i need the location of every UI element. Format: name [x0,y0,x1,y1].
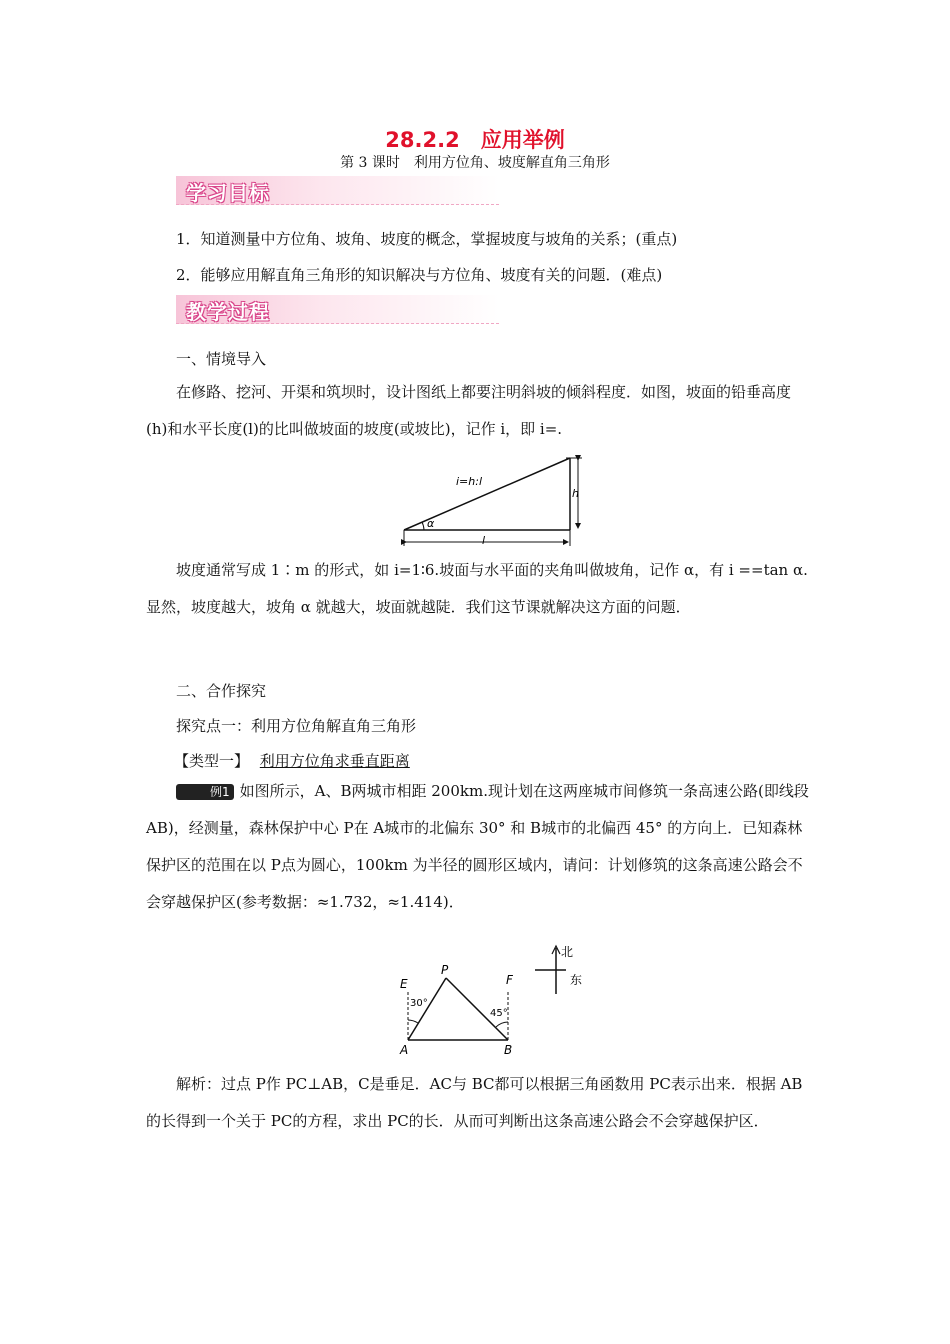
page-title: 28.2.2 应用举例 [385,128,565,152]
slope-paragraph [146,552,811,626]
goals-banner-label: 学习目标 [186,181,270,205]
intro-text: 在修路、挖河、开渠和筑坝时，设计图纸上都要注明斜坡的倾斜程度．如图，坡面的铅垂高度(h)和水平长度(l)的比叫做坡面的坡度(或坡比)，记作 i，即 i=. [146,383,792,438]
slope-formula: i=h:l [456,475,483,488]
direction-figure [396,940,596,1062]
slope-text: 坡度通常写成 1∶m 的形式，如 i=1∶6.坡面与水平面的夹角叫做坡角，记作 α，有 i ==tan α.显然，坡度越大，坡角 α 就越大，坡面就越陡．我们这节课就解决这方面的问题． [146,561,808,616]
intro-paragraph [146,374,811,448]
process-banner-label: 教学过程 [186,300,270,324]
part2-heading: 二、合作探究 [176,682,267,700]
goals-banner [176,176,499,205]
part1-heading: 一、情境导入 [176,350,267,368]
point-e: E [400,977,408,991]
height-label: h [572,487,579,500]
example-paragraph [146,773,811,921]
goal-item-1: 1．知道测量中方位角、坡角、坡度的概念，掌握坡度与坡角的关系；(重点) [176,230,678,248]
angle-30: 30° [410,998,428,1009]
angle-label: α [427,517,435,530]
point-b: B [504,1043,513,1057]
point-p: P [441,963,449,977]
page-subtitle: 第 3 课时 利用方位角、坡度解直角三角形 [340,155,610,171]
process-banner [176,295,499,324]
length-label: l [482,534,486,547]
type-title: 利用方位角求垂直距离 [259,752,410,770]
east-label: 东 [570,973,583,987]
angle-45: 45° [490,1008,508,1019]
analysis-text: 解析：过点 P作 PC⊥AB，C是垂足．AC与 BC都可以根据三角函数用 PC表示出来．根据 AB的长得到一个关于 PC的方程，求出 PC的长．从而可判断出这条高速公路会不会穿越保护区． [146,1075,803,1130]
explore-point: 探究点一：利用方位角解直角三角形 [176,717,417,735]
example-badge: 例1 [176,784,234,800]
goal-item-2: 2．能够应用解直角三角形的知识解决与方位角、坡度有关的问题．(难点) [176,266,663,284]
type-label [174,750,410,771]
example-text: 如图所示，A、B两城市相距 200km.现计划在这两座城市间修筑一条高速公路(即线段 AB)，经测量，森林保护中心 P在 A城市的北偏东 30° 和 B城市的北偏西 45° 的方向上．已知森林保护区的范围在以 P点为圆心，100km 为半径的圆形区域内，请问：计划修筑的这条高速公路会不会穿越保护区(参考数据：≈1.732，≈1.414)． [146,782,809,911]
analysis-paragraph [146,1066,811,1140]
point-f: F [506,973,513,987]
type-prefix: 【类型一】 [174,752,250,770]
point-a: A [400,1043,409,1057]
north-label: 北 [561,945,574,959]
slope-figure [396,452,586,548]
